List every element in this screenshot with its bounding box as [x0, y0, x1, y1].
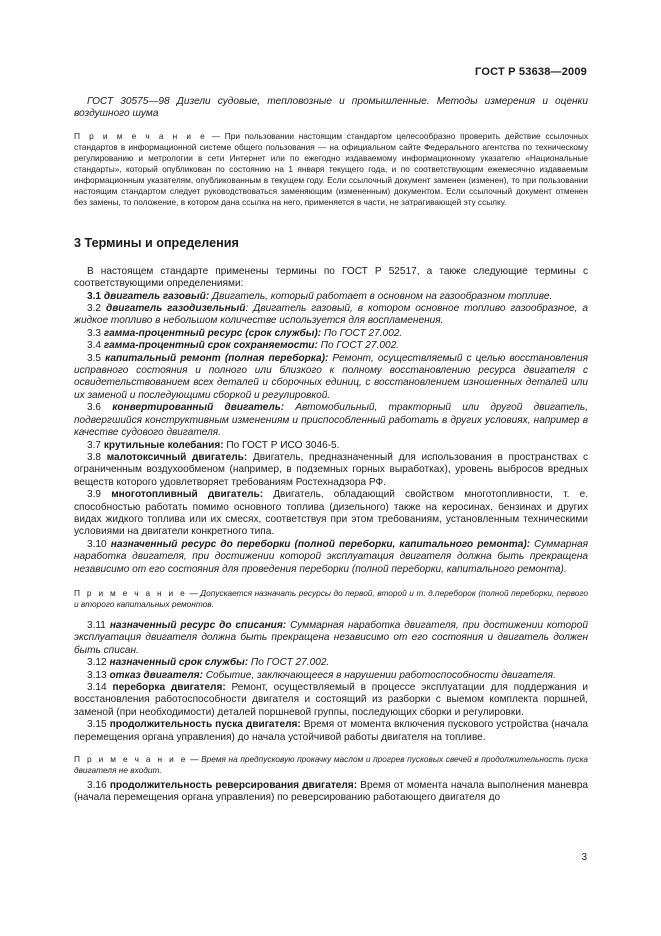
- term-name: назначенный ресурс до списания:: [109, 619, 287, 631]
- note-text: — Допускается назначать ресурсы до первой, второй и т. д.переборок (полной переборки, первого и второго капитальных ремонтов.: [74, 587, 588, 609]
- term-number: 3.9: [87, 489, 102, 501]
- term-number: 3.11: [87, 619, 106, 631]
- term-name: многотопливный двигатель:: [111, 489, 264, 501]
- term-3-9: [74, 489, 588, 539]
- term-name: двигатель газодизельный: [105, 303, 246, 315]
- term-number: 3.16: [87, 780, 107, 792]
- term-definition: Суммарная наработка двигателя, при достижении которой эксплуатация двигателя должна быть прекращена независимо от его состояния и двигатель должен быть списан.: [74, 619, 588, 656]
- note-label: П р и м е ч а н и е: [74, 587, 187, 598]
- term-definition: Двигатель, предназначенный для использования в пространствах с ограниченным воздухообменом (например, в подземных горных выработках), уровень выбросов вредных веществ которого удовлетворяет требованиям Ростехнадзора РФ.: [74, 451, 588, 488]
- term-definition: Время от момента начала выполнения маневра (начала перемещения органа управления) по реверсированию работающего двигателя до: [74, 780, 589, 804]
- term-3-16: [74, 780, 588, 805]
- term-name: гамма-процентный ресурс (срок службы):: [103, 327, 322, 339]
- term-definition: Двигатель, который работает в основном на газообразном топливе.: [209, 290, 553, 302]
- term-name: конвертированный двигатель:: [112, 402, 285, 414]
- note-text: — При пользовании настоящим стандартом целесообразно проверить действие ссылочных стандартов в информационной системе общего пользования — на официальном сайте Федерального агентства по техническому регулированию и метрологии в сети Интернет или по ежегодно издаваемому информационному указателю «Национальные стандарты», который опубликован по состоянию на 1 января текущего года, и по соответствующим ежемесячно издаваемым информационным указателям, опубликованным в текущем году. Если ссылочный документ заменен (изменен), то при пользовании настоящим стандартом следует руководствоваться заменяющим (измененным) документом. Если ссылочный документ отменен без замены, то положение, в котором дана ссылка на него, применяется в части, не затрагивающей эту ссылку.: [74, 130, 588, 207]
- term-number: 3.6: [87, 402, 102, 414]
- term-name: продолжительность пуска двигателя:: [109, 719, 301, 731]
- term-3-5: [74, 353, 588, 403]
- term-name: продолжительность реверсирования двигателя:: [109, 780, 358, 792]
- term-definition: Суммарная наработка двигателя, при достижении которой эксплуатация двигателя должна быть прекращена независимо от его состояния для проведения переборки (полной переборки, капитального ремонта).: [74, 538, 588, 575]
- term-number: 3.8: [87, 451, 102, 463]
- term-3-13: [74, 670, 588, 682]
- term-name: назначенный ресурс до переборки (полной переборки, капитального ремонта):: [110, 538, 531, 550]
- term-name: малотоксичный двигатель:: [106, 451, 248, 463]
- term-number: 3.10: [87, 538, 107, 550]
- term-definition: Автомобильный, тракторный или другой двигатель, подвергшийся конструктивным изменениям и приспособленный работать в других условиях, например в качестве судового двигателя.: [74, 402, 589, 439]
- term-number: 3.15: [87, 719, 107, 731]
- note-text: — Время на предпусковую прокачку маслом и прогрев пусковых свечей в продолжительность пуска двигателя не входит.: [74, 754, 588, 776]
- page-content: [74, 96, 588, 805]
- standard-header: ГОСТ Р 53638—2009: [475, 66, 587, 78]
- term-3-11: [74, 620, 588, 657]
- term-3-4: [74, 340, 588, 352]
- term-definition: Двигатель, обладающий свойством многотопливности, т. е. способностью работать помимо основного топлива (дизельного) также на керосинах, бензинах и других видах жидкого топлива или их смесях, соответствуя при этом требованиям, установленным техническими условиями на двигатели конкретного типа.: [74, 489, 588, 538]
- term-name: капитальный ремонт (полная переборка):: [105, 352, 329, 364]
- term-3-14: [74, 682, 588, 719]
- term-definition: Время от момента включения пускового устройства (начала перемещения органа управления) до начала устойчивой работы двигателя на топливе.: [74, 719, 588, 743]
- term-name: двигатель газовый:: [103, 290, 210, 302]
- note-start: [74, 754, 588, 776]
- term-definition: Ремонт, осуществляемый с целью восстановления исправного состояния и полного или близкого к полному восстановлению ресурса двигателя с освидетельствованием всех деталей и сборочных единиц, с восстановлением изношенных деталей или их заменой и последующими сборкой и регулировкой.: [74, 352, 588, 401]
- section-title: 3 Термины и определения: [74, 235, 239, 250]
- term-name: крутильные колебания:: [103, 439, 224, 451]
- term-3-3: [74, 328, 588, 340]
- note-label: П р и м е ч а н и е: [74, 754, 188, 765]
- term-name: переборка двигателя:: [112, 682, 226, 693]
- term-number: 3.7: [87, 439, 102, 451]
- term-definition: По ГОСТ 27.002.: [248, 657, 330, 669]
- term-3-2: [74, 303, 588, 328]
- note-resources: [74, 588, 588, 610]
- section-intro: В настоящем стандарте применены термины по ГОСТ Р 52517, а также следующие термины с соответствующими определениями:: [74, 265, 588, 290]
- term-3-6: [74, 402, 588, 439]
- term-name: назначенный срок службы:: [109, 657, 249, 669]
- term-3-1: [74, 291, 588, 303]
- term-number: 3.14: [87, 682, 107, 693]
- reference-entry: ГОСТ 30575—98 Дизели судовые, тепловозные и промышленные. Методы измерения и оценки воздушного шума: [74, 96, 588, 120]
- term-3-7: [74, 440, 588, 452]
- term-3-8: [74, 452, 588, 489]
- term-number: 3.1: [87, 290, 102, 302]
- term-number: 3.3: [87, 327, 102, 339]
- term-3-12: [74, 657, 588, 669]
- term-definition: Ремонт, осуществляемый в процессе эксплуатации для поддержания и восстановления работоспособности двигателя и состоящий из разборки с выемом комплекта поршней, заменой (при необходимости) деталей поршневой группы, последующих сборки и регулировки.: [74, 682, 589, 718]
- term-definition: По ГОСТ 27.002.: [317, 340, 399, 352]
- note-label: П р и м е ч а н и е: [74, 130, 207, 141]
- term-3-15: [74, 719, 588, 744]
- term-number: 3.2: [87, 303, 102, 315]
- term-number: 3.13: [87, 669, 107, 681]
- term-definition: По ГОСТ Р ИСО 3046-5.: [223, 439, 340, 451]
- term-number: 3.12: [87, 657, 107, 669]
- term-number: 3.4: [87, 340, 102, 352]
- term-name: отказ двигателя:: [109, 669, 203, 681]
- term-definition: Событие, заключающееся в нарушении работоспособности двигателя.: [202, 669, 556, 681]
- term-3-10: [74, 539, 588, 576]
- page-number: 3: [581, 852, 587, 863]
- note-references: [74, 131, 588, 208]
- term-definition: : Двигатель газовый, в котором основное топливо газообразное, а жидкое топливо в небольшом количестве используется для воспламенения.: [74, 303, 589, 327]
- term-number: 3.5: [87, 352, 102, 364]
- term-definition: По ГОСТ 27.002.: [321, 327, 403, 339]
- term-name: гамма-процентный срок сохраняемости:: [103, 340, 318, 352]
